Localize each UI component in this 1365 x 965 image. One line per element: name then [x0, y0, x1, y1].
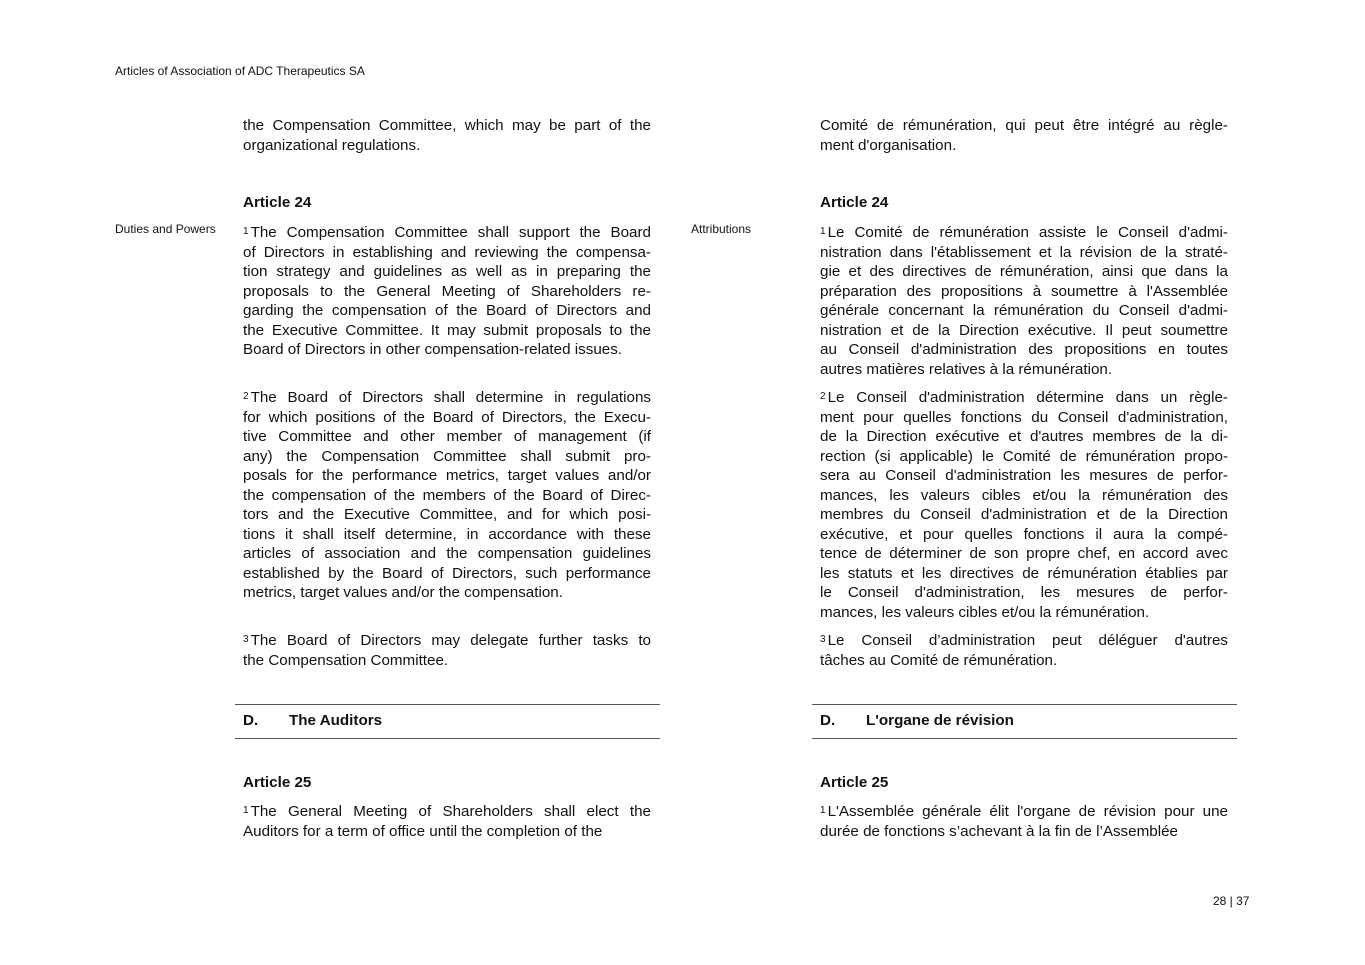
- paragraph-number: 1: [243, 226, 249, 237]
- text-line: préparation des propositions à soumettre à l'Assemblée: [820, 282, 1228, 300]
- text-line: the Compensation Committee.: [243, 651, 449, 669]
- text-line: proposals to the General Meeting of Shareholders re-: [243, 282, 651, 300]
- intro-paragraph: [243, 116, 651, 155]
- section-number: D.: [243, 712, 259, 729]
- article-24-paragraph-1: [243, 223, 651, 360]
- text-line-content: Le Conseil d'administration détermine dans un règle-: [827, 389, 1228, 406]
- article-24-paragraph-2: [820, 388, 1228, 622]
- paragraph-number: 1: [820, 805, 826, 816]
- text-line: tence de déterminer de son propre chef, en accord avec: [820, 545, 1228, 562]
- text-line: tors and the Executive Committee, and for which posi-: [243, 506, 651, 523]
- section-d-heading: [812, 704, 1237, 739]
- text-line: générale concernant la rémunération du Conseil d'admi-: [820, 302, 1228, 319]
- intro-paragraph: [820, 116, 1228, 155]
- text-line: posals for the performance metrics, target values and/or: [243, 467, 651, 484]
- article-24-paragraph-3: [243, 631, 651, 670]
- text-line: [243, 223, 651, 243]
- paragraph-number: 2: [820, 391, 826, 402]
- text-line: Board of Directors in other compensation-related issues.: [243, 341, 623, 358]
- text-line-content: Le Conseil d’administration peut déléguer d'autres: [827, 632, 1228, 649]
- section-title: The Auditors: [289, 712, 383, 729]
- text-line: for which positions of the Board of Directors, the Execu-: [243, 408, 651, 426]
- text-line: mances, les valeurs cibles et/ou la rémunération des: [820, 486, 1228, 504]
- text-line: [820, 223, 1228, 243]
- text-line: established by the Board of Directors, such performance: [243, 564, 651, 582]
- text-line-content: L'Assemblée générale élit l'organe de révision pour une: [827, 803, 1228, 820]
- text-line: rection (si applicable) le Comité de rémunération propo-: [820, 447, 1228, 465]
- section-title: L'organe de révision: [866, 712, 1014, 729]
- text-line: le Conseil d'administration, les mesures de perfor-: [820, 584, 1228, 601]
- article-25-paragraph-1: [820, 802, 1228, 841]
- margin-label-duties-and-powers: Duties and Powers: [115, 222, 216, 236]
- text-line-content: The Board of Directors shall determine in regulations: [250, 389, 651, 406]
- text-line: the Compensation Committee, which may be part of the: [243, 117, 651, 134]
- article-24-paragraph-3: [820, 631, 1228, 670]
- text-line: the Executive Committee. It may submit proposals to the: [243, 321, 651, 339]
- text-line: les statuts et les directives de rémunération établies par: [820, 564, 1228, 582]
- text-line: articles of association and the compensation guidelines: [243, 545, 651, 562]
- paragraph-number: 3: [820, 634, 826, 645]
- text-line: ment pour quelles fonctions du Conseil d'administration,: [820, 408, 1228, 426]
- text-line: [243, 631, 651, 651]
- page-number: 28 | 37: [1213, 894, 1250, 908]
- article-24-paragraph-2: [243, 388, 651, 603]
- text-line: the compensation of the members of the Board of Direc-: [243, 486, 651, 504]
- paragraph-number: 2: [243, 391, 249, 402]
- text-line: sera au Conseil d'administration les mesures de perfor-: [820, 467, 1228, 484]
- text-line: of Directors in establishing and reviewing the compensa-: [243, 243, 651, 261]
- text-line: tions it shall itself determine, in accordance with these: [243, 525, 651, 543]
- paragraph-number: 3: [243, 634, 249, 645]
- text-line: organizational regulations.: [243, 136, 421, 154]
- text-line: metrics, target values and/or the compensation.: [243, 584, 563, 601]
- article-24-heading: Article 24: [243, 194, 312, 211]
- article-25-paragraph-1: [243, 802, 651, 841]
- text-line: garding the compensation of the Board of Directors and: [243, 302, 651, 319]
- text-line: gie et des directives de rémunération, ainsi que dans la: [820, 263, 1228, 280]
- text-line: durée de fonctions s’achevant à la fin de l’Assemblée: [820, 822, 1178, 840]
- text-line: membres du Conseil d'administration et de la Direction: [820, 506, 1228, 523]
- text-line: de la Direction exécutive et d'autres membres de la di-: [820, 428, 1228, 445]
- text-line: [243, 802, 651, 822]
- paragraph-number: 1: [243, 805, 249, 816]
- text-line: [243, 388, 651, 408]
- text-line: [820, 388, 1228, 408]
- text-line: Comité de rémunération, qui peut être intégré au règle-: [820, 117, 1228, 134]
- article-25-heading: Article 25: [820, 774, 889, 791]
- article-24-heading: Article 24: [820, 194, 889, 211]
- text-line: tion strategy and guidelines as well as in preparing the: [243, 263, 651, 280]
- text-line: any) the Compensation Committee shall submit pro-: [243, 447, 651, 465]
- section-d-heading: [235, 704, 660, 739]
- article-24-paragraph-1: [820, 223, 1228, 379]
- text-line: [820, 631, 1228, 651]
- text-line: au Conseil d'administration des propositions en toutes: [820, 341, 1228, 358]
- text-line: exécutive, et pour quelles fonctions il aura la compé-: [820, 525, 1228, 543]
- section-number: D.: [820, 712, 836, 729]
- text-line-content: The Board of Directors may delegate further tasks to: [250, 632, 651, 649]
- text-line: nistration et de la Direction exécutive. Il peut soumettre: [820, 321, 1228, 339]
- text-line: tive Committee and other member of management (if: [243, 428, 651, 445]
- text-line: nistration dans l'établissement et la révision de la straté-: [820, 243, 1228, 261]
- text-line: [820, 802, 1228, 822]
- text-line: tâches au Comité de rémunération.: [820, 651, 1058, 669]
- text-line-content: The General Meeting of Shareholders shall elect the: [250, 803, 651, 820]
- margin-label-attributions: Attributions: [691, 222, 752, 236]
- text-line: ment d'organisation.: [820, 136, 957, 154]
- text-line-content: The Compensation Committee shall support the Board: [250, 224, 651, 241]
- text-line-content: Le Comité de rémunération assiste le Conseil d'admi-: [827, 224, 1228, 241]
- article-25-heading: Article 25: [243, 774, 312, 791]
- text-line: Auditors for a term of office until the completion of the: [243, 822, 603, 840]
- running-header: Articles of Association of ADC Therapeutics SA: [115, 64, 365, 78]
- text-line: autres matières relatives à la rémunération.: [820, 360, 1113, 378]
- paragraph-number: 1: [820, 226, 826, 237]
- text-line: mances, les valeurs cibles et/ou la rémunération.: [820, 603, 1150, 621]
